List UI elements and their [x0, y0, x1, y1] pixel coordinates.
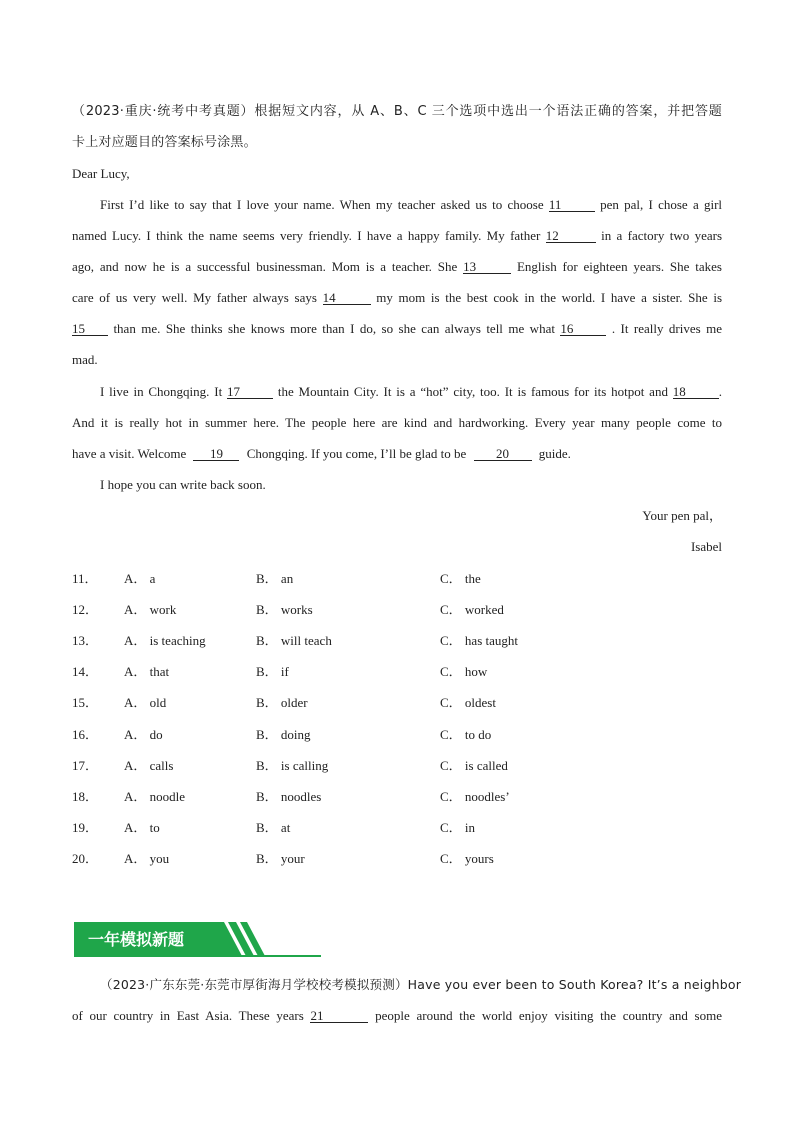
text: of our country in East Asia. These years: [72, 1008, 304, 1023]
letter-p1-line4: [72, 290, 722, 306]
text: in a factory two years: [601, 228, 723, 243]
option-a[interactable]: A． is teaching: [124, 633, 206, 648]
question-number: 13．: [72, 633, 99, 648]
option-c[interactable]: C． yours: [440, 851, 494, 866]
option-a[interactable]: A． work: [124, 602, 177, 617]
option-a[interactable]: A． a: [124, 571, 156, 586]
instruction-line-1: （2023·重庆·统考中考真题）根据短文内容，从 A、B、C 三个选项中选出一个语法正确的答案，并把答题: [72, 104, 722, 119]
question-number: 15．: [72, 695, 99, 710]
question-number: 11．: [72, 571, 98, 586]
option-row-14: [72, 664, 722, 680]
option-a[interactable]: A． to: [124, 820, 160, 835]
option-c[interactable]: C． is called: [440, 758, 508, 773]
option-c[interactable]: C． how: [440, 664, 488, 679]
option-b[interactable]: B． will teach: [256, 633, 332, 648]
letter-greeting: Dear Lucy,: [72, 166, 130, 181]
letter-p1-line1: [72, 197, 722, 213]
option-c[interactable]: C． the: [440, 571, 481, 586]
blank-17: 17: [227, 385, 273, 399]
option-row-12: [72, 602, 722, 618]
letter-p2-line3: [72, 446, 722, 462]
letter-signature: Isabel: [690, 539, 722, 554]
blank-11: 11: [549, 198, 595, 212]
letter-p1-line2: [72, 228, 722, 244]
option-row-19: [72, 820, 722, 836]
option-row-18: [72, 789, 722, 805]
option-a[interactable]: A． you: [124, 851, 170, 866]
option-a[interactable]: A． do: [124, 727, 163, 742]
blank-19: 19: [193, 447, 239, 461]
blank-20: 20: [474, 447, 532, 461]
letter-p1-line3: [72, 259, 722, 275]
question-number: 16．: [72, 727, 99, 742]
section-banner: [74, 922, 324, 958]
letter-p1-line6: mad.: [72, 352, 98, 367]
option-c[interactable]: C． worked: [440, 602, 504, 617]
option-row-11: [72, 571, 722, 587]
text: the Mountain City. It is a “hot” city, too. It is famous for its hotpot and: [277, 384, 668, 399]
option-b[interactable]: B． noodles: [256, 789, 322, 804]
question-number: 19．: [72, 820, 99, 835]
letter-p2-line2: And it is really hot in summer here. The people here are kind and hardworking. Every year many people come to: [72, 415, 722, 430]
blank-15: 15: [72, 322, 108, 336]
option-c[interactable]: C． oldest: [440, 695, 496, 710]
option-b[interactable]: B． at: [256, 820, 291, 835]
section-title: 一年模拟新题: [88, 930, 185, 949]
text: care of us very well. My father always says: [72, 290, 317, 305]
text: First I’d like to say that I love your name. When my teacher asked us to choose: [100, 197, 544, 212]
text: .: [718, 384, 723, 399]
option-c[interactable]: C． in: [440, 820, 476, 835]
letter-p2-line1: [72, 384, 722, 400]
option-row-15: [72, 695, 722, 711]
option-b[interactable]: B． works: [256, 602, 313, 617]
option-a[interactable]: A． calls: [124, 758, 174, 773]
text: ago, and now he is a successful businessman. Mom is a teacher. She: [72, 259, 458, 274]
option-b[interactable]: B． older: [256, 695, 308, 710]
option-row-13: [72, 633, 722, 649]
blank-14: 14: [323, 291, 371, 305]
next-passage-line1: （2023·广东东莞·东莞市厚街海月学校校考模拟预测）Have you ever been to South Korea? It’s a neighbor: [100, 977, 742, 992]
blank-13: 13: [463, 260, 511, 274]
option-row-16: [72, 727, 722, 743]
text: have a visit. Welcome: [72, 446, 187, 461]
text: pen pal, I chose a girl: [600, 197, 723, 212]
question-number: 20．: [72, 851, 99, 866]
option-b[interactable]: B． doing: [256, 727, 311, 742]
option-c[interactable]: C． noodles’: [440, 789, 510, 804]
letter-p3: I hope you can write back soon.: [100, 477, 266, 492]
option-row-17: [72, 758, 722, 774]
option-b[interactable]: B． is calling: [256, 758, 329, 773]
option-a[interactable]: A． noodle: [124, 789, 186, 804]
text: people around the world enjoy visiting the country and some: [375, 1008, 722, 1023]
question-number: 18．: [72, 789, 99, 804]
letter-closing: Your pen pal，: [642, 508, 722, 523]
blank-12: 12: [546, 229, 596, 243]
option-b[interactable]: B． an: [256, 571, 294, 586]
blank-21: 21: [310, 1009, 368, 1023]
blank-16: 16: [560, 322, 606, 336]
text: guide.: [538, 446, 571, 461]
option-c[interactable]: C． to do: [440, 727, 492, 742]
text: my mom is the best cook in the world. I have a sister. She is: [376, 290, 722, 305]
text: named Lucy. I think the name seems very friendly. I have a happy family. My father: [72, 228, 541, 243]
option-b[interactable]: B． if: [256, 664, 289, 679]
question-number: 12．: [72, 602, 99, 617]
letter-p1-line5: [72, 321, 722, 337]
text: English for eighteen years. She takes: [516, 259, 722, 274]
option-a[interactable]: A． that: [124, 664, 170, 679]
question-number: 14．: [72, 664, 99, 679]
instruction-line-2: 卡上对应题目的答案标号涂黑。: [72, 135, 257, 150]
option-c[interactable]: C． has taught: [440, 633, 518, 648]
text: . It really drives me: [611, 321, 723, 336]
text: than me. She thinks she knows more than I do, so she can always tell me what: [113, 321, 555, 336]
text: Chongqing. If you come, I’ll be glad to be: [246, 446, 467, 461]
question-number: 17．: [72, 758, 99, 773]
next-passage-line2: [72, 1008, 722, 1024]
banner-underline: [74, 955, 321, 957]
option-a[interactable]: A． old: [124, 695, 167, 710]
blank-18: 18: [673, 385, 719, 399]
text: I live in Chongqing. It: [100, 384, 223, 399]
option-b[interactable]: B． your: [256, 851, 305, 866]
option-row-20: [72, 851, 722, 867]
